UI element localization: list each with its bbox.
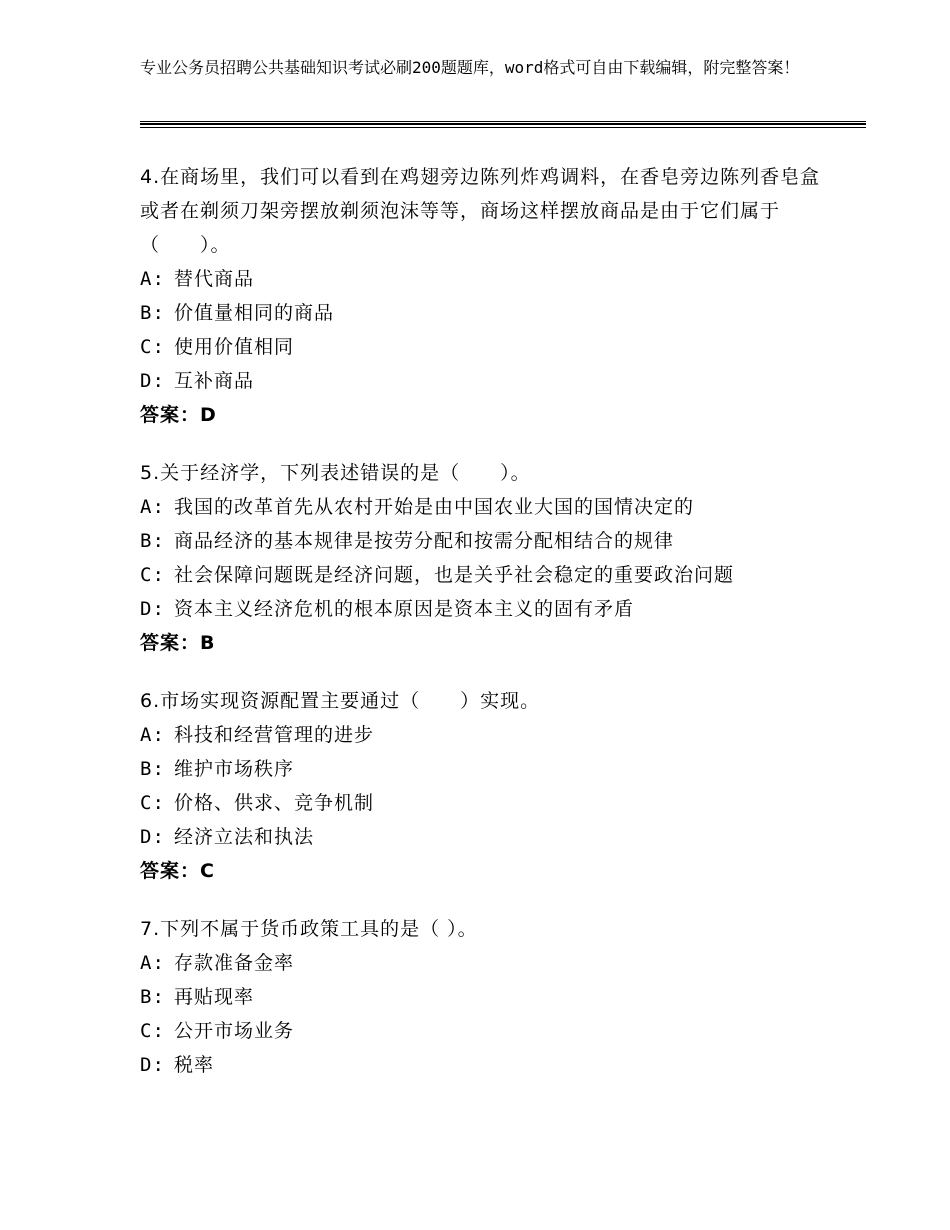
option-letter: A: (140, 724, 165, 746)
option-c (140, 558, 840, 592)
answer-value: D (200, 404, 217, 426)
question-5 (140, 456, 840, 660)
question-stem: 4.在商场里，我们可以看到在鸡翅旁边陈列炸鸡调料，在香皂旁边陈列香皂盒或者在剃须刀架旁摆放剃须泡沫等等，商场这样摆放商品是由于它们属于（ ）。 (140, 166, 821, 256)
answer-value: C (200, 860, 215, 882)
option-text: 价格、供求、竞争机制 (174, 792, 375, 814)
question-stem: 6.市场实现资源配置主要通过（ ）实现。 (140, 690, 541, 712)
option-a (140, 946, 840, 980)
answer-line (140, 398, 840, 432)
option-c (140, 330, 840, 364)
option-text: 科技和经营管理的进步 (174, 724, 375, 746)
option-b (140, 524, 840, 558)
option-text: 税率 (174, 1054, 215, 1076)
option-letter: A: (140, 268, 165, 290)
answer-line (140, 854, 840, 888)
header-divider-middle (140, 123, 866, 125)
option-text: 替代商品 (174, 268, 255, 290)
option-letter: C: (140, 1020, 165, 1042)
option-letter: C: (140, 792, 165, 814)
answer-label: 答案： (140, 404, 201, 426)
option-d (140, 1048, 840, 1082)
question-7 (140, 912, 840, 1082)
option-text: 使用价值相同 (174, 336, 295, 358)
option-a (140, 262, 840, 296)
question-4 (140, 160, 840, 432)
option-text: 维护市场秩序 (174, 758, 295, 780)
question-6 (140, 684, 840, 888)
question-stem: 5.关于经济学，下列表述错误的是（ ）。 (140, 462, 531, 484)
option-text: 公开市场业务 (174, 1020, 295, 1042)
answer-line (140, 626, 840, 660)
option-letter: B: (140, 530, 165, 552)
question-list (140, 160, 840, 1106)
option-letter: B: (140, 758, 165, 780)
header-text: 专业公务员招聘公共基础知识考试必刷200题题库，word格式可自由下载编辑，附完整答案！ (140, 58, 800, 77)
option-text: 资本主义经济危机的根本原因是资本主义的固有矛盾 (174, 598, 635, 620)
option-letter: D: (140, 598, 165, 620)
option-letter: D: (140, 826, 165, 848)
option-letter: C: (140, 336, 165, 358)
answer-value: B (200, 632, 216, 654)
option-letter: B: (140, 986, 165, 1008)
option-text: 互补商品 (174, 370, 255, 392)
option-letter: D: (140, 370, 165, 392)
option-d (140, 364, 840, 398)
option-text: 我国的改革首先从农村开始是由中国农业大国的国情决定的 (174, 496, 695, 518)
document-header (140, 56, 820, 79)
option-c (140, 1014, 840, 1048)
option-c (140, 786, 840, 820)
header-divider-bottom (140, 127, 866, 128)
option-text: 存款准备金率 (174, 952, 295, 974)
question-stem: 7.下列不属于货币政策工具的是（ ）。 (140, 918, 478, 940)
option-letter: C: (140, 564, 165, 586)
option-text: 价值量相同的商品 (174, 302, 335, 324)
option-letter: B: (140, 302, 165, 324)
option-d (140, 820, 840, 854)
option-letter: A: (140, 952, 165, 974)
option-d (140, 592, 840, 626)
option-b (140, 296, 840, 330)
option-text: 经济立法和执法 (174, 826, 315, 848)
option-b (140, 752, 840, 786)
option-text: 商品经济的基本规律是按劳分配和按需分配相结合的规律 (174, 530, 675, 552)
header-divider-top (140, 121, 866, 122)
option-a (140, 718, 840, 752)
option-text: 再贴现率 (174, 986, 255, 1008)
answer-label: 答案： (140, 860, 201, 882)
option-letter: D: (140, 1054, 165, 1076)
option-b (140, 980, 840, 1014)
option-a (140, 490, 840, 524)
answer-label: 答案： (140, 632, 201, 654)
option-text: 社会保障问题既是经济问题，也是关乎社会稳定的重要政治问题 (174, 564, 735, 586)
option-letter: A: (140, 496, 165, 518)
